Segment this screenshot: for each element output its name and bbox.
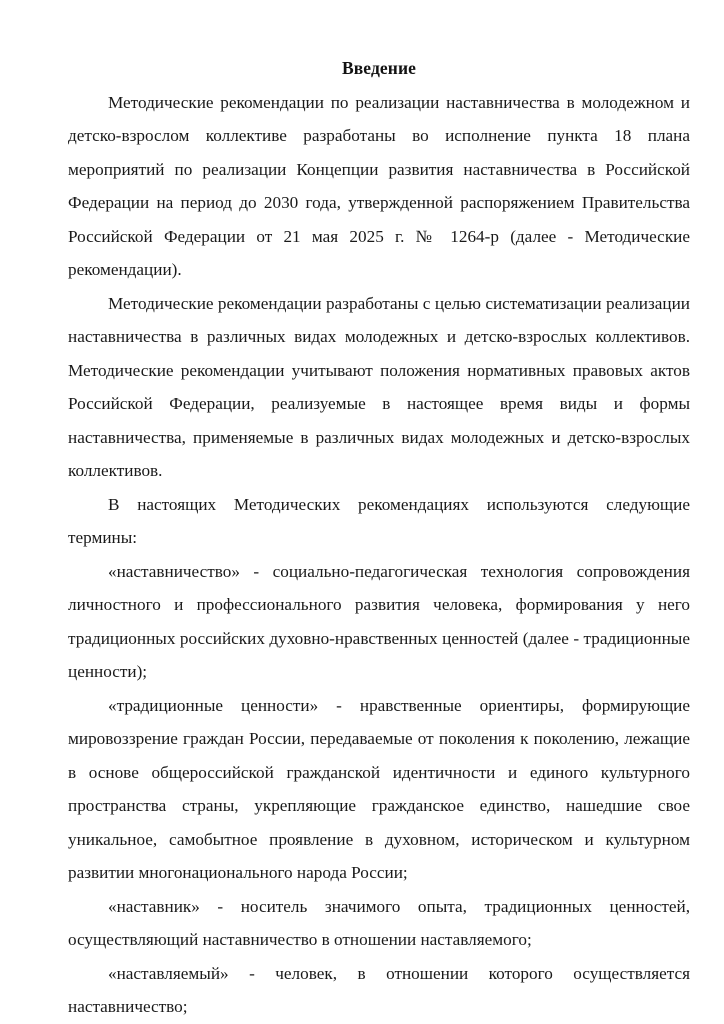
- paragraph-intro-purpose: Методические рекомендации разработаны с целью систематизации реализации наставничества в различных видах молодежных и детско-взрослых коллективов. Методические рекомендации учитывают положения нормативных правовых актов Российской Федерации, реализуемые в настоящее время виды и формы наставничества, применяемые в различных видах молодежных и детско-взрослых коллективов.: [68, 293, 690, 480]
- paragraph-term-tradicionnye-cennosti: «традиционные ценности» - нравственные ориентиры, формирующие мировоззрение граждан России, передаваемые от поколения к поколению, лежащие в основе общероссийской гражданской идентичности и единого культурного пространства страны, укрепляющие гражданское единство, нашедшие свое уникальное, самобытное проявление в духовном, историческом и культурном развитии многонационального народа России;: [68, 695, 690, 882]
- paragraph-intro-scope: Методические рекомендации по реализации наставничества в молодежном и детско-взрослом коллективе разработаны во исполнение пункта 18 плана мероприятий по реализации Концепции развития наставничества в Российской Федерации на период до 2030 года, утвержденной распоряжением Правительства Российской Федерации от 21 мая 2025 г. № 1264-р (далее - Методические рекомендации).: [68, 92, 690, 279]
- page-title: Введение: [341, 58, 416, 78]
- paragraph-terms-lead: В настоящих Методических рекомендациях используются следующие термины:: [68, 494, 690, 547]
- paragraph-term-nastavlyaemyy: «наставляемый» - человек, в отношении которого осуществляется наставничество;: [68, 963, 690, 1016]
- paragraph-term-nastavnik: «наставник» - носитель значимого опыта, традиционных ценностей, осуществляющий наставничество в отношении наставляемого;: [68, 896, 690, 949]
- paragraph-term-nastavnichestvo: «наставничество» - социально-педагогическая технология сопровождения личностного и профессионального развития человека, формирования у него традиционных российских духовно-нравственных ценностей (далее - традиционные ценности);: [68, 561, 690, 681]
- page-content: [68, 52, 690, 1024]
